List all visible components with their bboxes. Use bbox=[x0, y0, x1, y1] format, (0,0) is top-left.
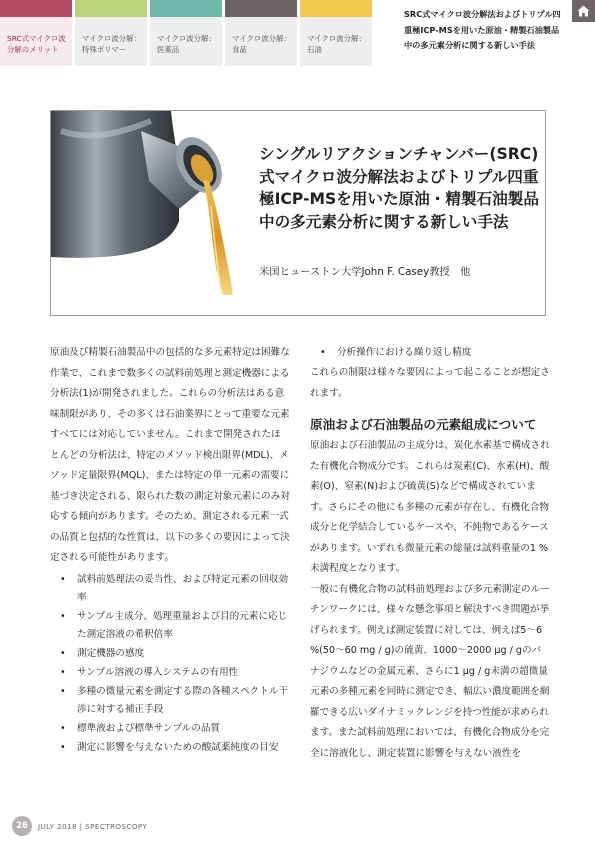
feature-box bbox=[50, 110, 546, 316]
right-column bbox=[310, 343, 550, 764]
list-item: • 分析操作における繰り返し精度 bbox=[310, 343, 550, 363]
bullet-icon: • bbox=[60, 741, 66, 753]
issue-label: JULY 2018 | SPECTROSCOPY bbox=[38, 821, 148, 831]
page-footer bbox=[12, 816, 147, 836]
article-title: シングルリアクションチャンバー(SRC)式マイクロ波分解法およびトリプル四重極ICP-MSを用いた原油・精製石油製品中の多元素分析に関する新しい手法 bbox=[259, 145, 539, 231]
motor-oil-pouring-image bbox=[51, 111, 239, 295]
requirements-paragraph: 一般に有機化合物の試料前処理および多元素測定のルーチンワークには、様々な懸念事項と解決すべき問題が挙げられます。例えば測定装置に対しては、例えば5～6 %(50～60 mg / g)の硫黄、1000～2000 µg / gのバナジウムなどの金属元素、さらに1 µg / g未満の超微量元素の多種元素を同時に測定でき、幅広い濃度範囲を網羅できる広いダイナミックレンジを持つ性能が求められます。また試料前処理においては、有機化合物成分を完全に溶液化し、測定装置に影響を与えない液性を bbox=[310, 583, 550, 759]
home-button[interactable] bbox=[572, 0, 595, 22]
home-icon bbox=[577, 5, 590, 17]
author-byline: 米国ヒューストン大学John F. Casey教授 他 bbox=[259, 266, 471, 278]
list-item: • 多種の微量元素を測定する際の各種スペクトル干渉に対する補正手段 bbox=[50, 683, 290, 719]
factor-list bbox=[50, 571, 290, 757]
intro-paragraph: 原油及び精製石油製品中の包括的な多元素特定は困難な作業で、これまで数多くの試料前処理と測定機器による分析法(1)が開発されました。これらの分析法はある意味制限があり、その多くは石油業界にとって重要な元素すべてには対応していません。これまで開発されたほとんどの分析法は、特定のメソッド検出限界(MDL)、メソッド定量限界(MQL)、または特定の単一元素の需要に基づき決定される、限られた数の測定対象元素にのみ対応する傾向があります。そのため、測定される元素一式の品質と包括的な性質は、以下の多くの要因によって決定される可能性があります。 bbox=[50, 347, 290, 563]
bullet-icon: • bbox=[60, 573, 66, 585]
tab-label: マイクロ波分解： 医薬品 bbox=[157, 34, 216, 54]
tab-label: マイクロ波分解： 特殊ポリマー bbox=[82, 34, 141, 54]
list-item: • 測定機器の感度 bbox=[50, 645, 290, 663]
bullet-icon: • bbox=[60, 666, 66, 678]
tab-color-bar bbox=[0, 0, 72, 17]
bullet-icon: • bbox=[60, 647, 66, 659]
tab-color-bar bbox=[75, 0, 147, 17]
composition-paragraph: 原油および石油製品の主成分は、炭化水素基で構成された有機化合物成分です。これらは炭素(C)、水素(H)、酸素(O)、窒素(N)および硫黄(S)などで構成されています。さらにその他にも多種の元素が存在し、有機化合物成分と化学結合しているケースや、不純物であるケースがあります。いずれも微量元素の総量は試料重量の1 %未満程度となります。 bbox=[310, 440, 550, 574]
list-item: • 測定に影響を与えないための酸試薬純度の目安 bbox=[50, 739, 290, 757]
running-title: SRC式マイクロ波分解法およびトリプル四重極ICP-MSを用いた原油・精製石油製品中の多元素分析に関する新しい手法 bbox=[404, 9, 561, 51]
tab-petroleum[interactable] bbox=[300, 0, 372, 66]
limitation-paragraph: これらの制限は様々な要因によって起こることが想定されます。 bbox=[310, 367, 550, 399]
left-column bbox=[50, 343, 290, 758]
tab-color-bar bbox=[150, 0, 222, 17]
section-heading: 原油および石油製品の元素組成について bbox=[310, 417, 537, 432]
tab-label: マイクロ波分解： 食品 bbox=[232, 34, 291, 54]
tab-food[interactable] bbox=[225, 0, 297, 66]
bullet-icon: • bbox=[320, 347, 326, 358]
tab-label: SRC式マイクロ波 分解のメリット bbox=[7, 34, 66, 54]
tab-special-polymer[interactable] bbox=[75, 0, 147, 66]
tab-src-microwave[interactable] bbox=[0, 0, 72, 66]
bullet-icon: • bbox=[60, 610, 66, 622]
bullet-icon: • bbox=[60, 685, 66, 697]
list-item: • サンプル主成分、処理重量および目的元素に応じた測定溶液の希釈倍率 bbox=[50, 608, 290, 644]
tab-color-bar bbox=[225, 0, 297, 17]
list-item: • サンプル溶液の導入システムの有用性 bbox=[50, 664, 290, 682]
tab-label: マイクロ波分解： 石油 bbox=[307, 34, 366, 54]
page-number: 26 bbox=[12, 816, 32, 836]
tab-pharmaceuticals[interactable] bbox=[150, 0, 222, 66]
bullet-icon: • bbox=[60, 722, 66, 734]
section-tabs bbox=[0, 0, 372, 68]
list-item: • 標準液および標準サンプルの品質 bbox=[50, 720, 290, 738]
list-item: • 試料前処理法の妥当性、および特定元素の回収効率 bbox=[50, 571, 290, 607]
factor-list-continued bbox=[310, 343, 550, 363]
tab-color-bar bbox=[300, 0, 372, 17]
